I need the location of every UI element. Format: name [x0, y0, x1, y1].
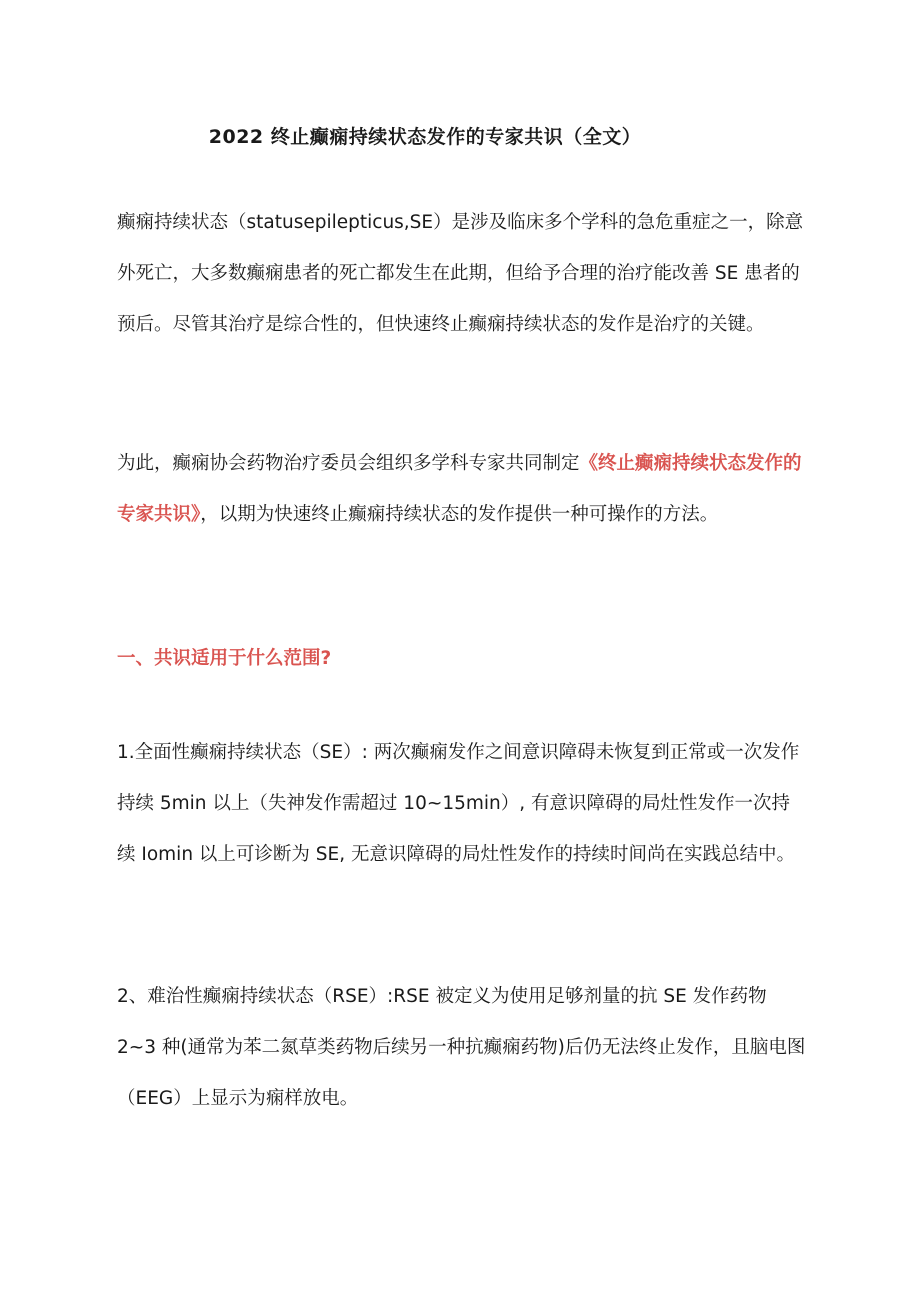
purpose-text-after: ，以期为快速终止癫痫持续状态的发作提供一种可操作的方法。	[200, 504, 719, 525]
intro-paragraph: 癫痫持续状态（statusepilepticus,SE）是涉及临床多个学科的急危重症之一，除意外死亡，大多数癫痫患者的死亡都发生在此期，但给予合理的治疗能改善 SE 患者的预后。尽管其治疗是综合性的，但快速终止癫痫持续状态的发作是治疗的关键。	[117, 212, 804, 335]
definition-item-se: 1.全面性癫痫持续状态（SE）: 两次癫痫发作之间意识障碍未恢复到正常或一次发作持续 5min 以上（失神发作需超过 10~15min）, 有意识障碍的局灶性发作一次持续 Iomin 以上可诊断为 SE, 无意识障碍的局灶性发作的持续时间尚在实践总结中。	[117, 742, 800, 865]
document-title: 2022 终止癫痫持续状态发作的专家共识（全文）	[208, 126, 642, 148]
definition-item-rse: 2、难治性癫痫持续状态（RSE）:RSE 被定义为使用足够剂量的抗 SE 发作药物 2~3 种(通常为苯二氮草类药物后续另一种抗癫痫药物)后仍无法终止发作，且脑电图（EEG）上显示为痫样放电。	[117, 986, 806, 1109]
consensus-title-highlight: 《终止癫痫持续状态发作的专家共识》	[117, 453, 802, 525]
section-heading-scope: 一、共识适用于什么范围?	[117, 648, 332, 669]
purpose-paragraph	[117, 438, 807, 540]
purpose-text-before: 为此，癫痫协会药物治疗委员会组织多学科专家共同制定	[117, 453, 580, 474]
